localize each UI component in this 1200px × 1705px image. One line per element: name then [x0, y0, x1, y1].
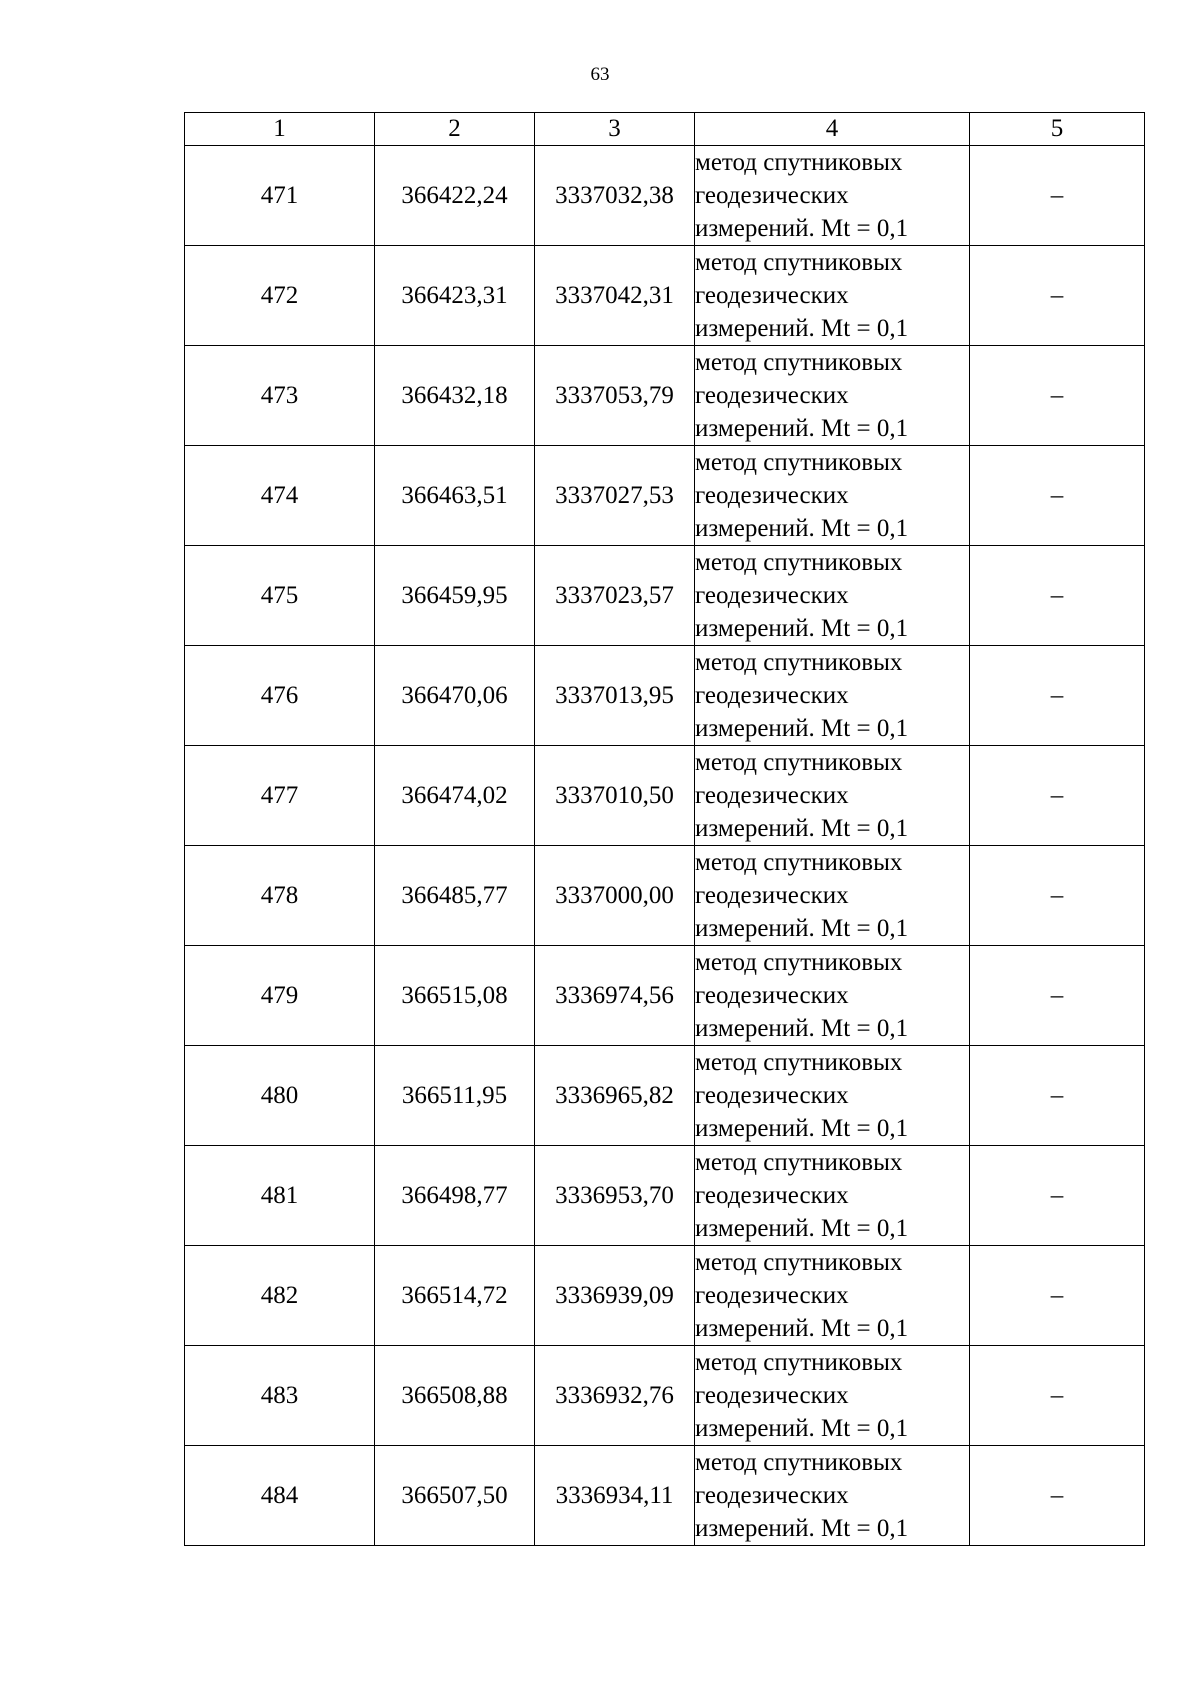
note-cell: – — [970, 1346, 1145, 1446]
table-row — [185, 246, 1145, 346]
y-coordinate-cell: 3336934,11 — [535, 1446, 695, 1546]
method-line: геодезических — [695, 1082, 849, 1109]
y-coordinate-cell: 3337023,57 — [535, 546, 695, 646]
method-line: метод спутниковых — [695, 1149, 903, 1176]
method-line: измерений. Mt = 0,1 — [695, 1515, 909, 1542]
note-cell: – — [970, 846, 1145, 946]
method-line: метод спутниковых — [695, 849, 903, 876]
note-cell: – — [970, 146, 1145, 246]
table-row — [185, 1146, 1145, 1246]
y-coordinate-cell: 3337013,95 — [535, 646, 695, 746]
y-coordinate-cell: 3336965,82 — [535, 1046, 695, 1146]
point-number-cell: 481 — [185, 1146, 375, 1246]
method-line: геодезических — [695, 482, 849, 509]
table-row — [185, 846, 1145, 946]
method-line: метод спутниковых — [695, 149, 903, 176]
note-cell: – — [970, 346, 1145, 446]
method-cell — [695, 1446, 970, 1546]
note-cell: – — [970, 646, 1145, 746]
table-header-row — [185, 113, 1145, 146]
table-row — [185, 646, 1145, 746]
method-cell — [695, 646, 970, 746]
column-header-5: 5 — [970, 113, 1145, 146]
method-cell — [695, 246, 970, 346]
method-line: метод спутниковых — [695, 1049, 903, 1076]
point-number-cell: 474 — [185, 446, 375, 546]
table-row — [185, 446, 1145, 546]
method-line: геодезических — [695, 182, 849, 209]
x-coordinate-cell: 366508,88 — [375, 1346, 535, 1446]
table-row — [185, 1346, 1145, 1446]
table-row — [185, 1046, 1145, 1146]
x-coordinate-cell: 366507,50 — [375, 1446, 535, 1546]
point-number-cell: 483 — [185, 1346, 375, 1446]
x-coordinate-cell: 366511,95 — [375, 1046, 535, 1146]
y-coordinate-cell: 3337053,79 — [535, 346, 695, 446]
method-line: измерений. Mt = 0,1 — [695, 1315, 909, 1342]
table-row — [185, 346, 1145, 446]
method-cell — [695, 146, 970, 246]
method-line: геодезических — [695, 582, 849, 609]
method-line: измерений. Mt = 0,1 — [695, 215, 909, 242]
method-line: геодезических — [695, 1182, 849, 1209]
method-cell — [695, 846, 970, 946]
note-cell: – — [970, 946, 1145, 1046]
method-line: метод спутниковых — [695, 649, 903, 676]
method-cell — [695, 546, 970, 646]
coordinates-table — [184, 112, 1145, 1546]
method-line: метод спутниковых — [695, 749, 903, 776]
column-header-2: 2 — [375, 113, 535, 146]
point-number-cell: 478 — [185, 846, 375, 946]
x-coordinate-cell: 366514,72 — [375, 1246, 535, 1346]
point-number-cell: 472 — [185, 246, 375, 346]
y-coordinate-cell: 3337010,50 — [535, 746, 695, 846]
note-cell: – — [970, 246, 1145, 346]
x-coordinate-cell: 366485,77 — [375, 846, 535, 946]
method-line: измерений. Mt = 0,1 — [695, 915, 909, 942]
y-coordinate-cell: 3336939,09 — [535, 1246, 695, 1346]
x-coordinate-cell: 366463,51 — [375, 446, 535, 546]
method-cell — [695, 346, 970, 446]
note-cell: – — [970, 1046, 1145, 1146]
point-number-cell: 477 — [185, 746, 375, 846]
method-line: геодезических — [695, 982, 849, 1009]
note-cell: – — [970, 746, 1145, 846]
method-line: метод спутниковых — [695, 449, 903, 476]
x-coordinate-cell: 366474,02 — [375, 746, 535, 846]
table-row — [185, 1246, 1145, 1346]
point-number-cell: 479 — [185, 946, 375, 1046]
table-row — [185, 1446, 1145, 1546]
method-line: геодезических — [695, 1382, 849, 1409]
y-coordinate-cell: 3336932,76 — [535, 1346, 695, 1446]
method-line: измерений. Mt = 0,1 — [695, 315, 909, 342]
method-line: измерений. Mt = 0,1 — [695, 1115, 909, 1142]
x-coordinate-cell: 366515,08 — [375, 946, 535, 1046]
method-line: измерений. Mt = 0,1 — [695, 815, 909, 842]
method-line: геодезических — [695, 282, 849, 309]
method-cell — [695, 746, 970, 846]
method-line: геодезических — [695, 782, 849, 809]
table-row — [185, 946, 1145, 1046]
method-line: метод спутниковых — [695, 549, 903, 576]
x-coordinate-cell: 366423,31 — [375, 246, 535, 346]
note-cell: – — [970, 1146, 1145, 1246]
y-coordinate-cell: 3337027,53 — [535, 446, 695, 546]
method-line: измерений. Mt = 0,1 — [695, 615, 909, 642]
point-number-cell: 471 — [185, 146, 375, 246]
method-line: метод спутниковых — [695, 1349, 903, 1376]
method-line: метод спутниковых — [695, 1449, 903, 1476]
method-cell — [695, 1146, 970, 1246]
point-number-cell: 473 — [185, 346, 375, 446]
column-header-4: 4 — [695, 113, 970, 146]
point-number-cell: 480 — [185, 1046, 375, 1146]
method-line: геодезических — [695, 882, 849, 909]
x-coordinate-cell: 366470,06 — [375, 646, 535, 746]
table-row — [185, 746, 1145, 846]
y-coordinate-cell: 3337000,00 — [535, 846, 695, 946]
method-line: геодезических — [695, 682, 849, 709]
x-coordinate-cell: 366432,18 — [375, 346, 535, 446]
method-cell — [695, 446, 970, 546]
method-line: измерений. Mt = 0,1 — [695, 1415, 909, 1442]
y-coordinate-cell: 3336953,70 — [535, 1146, 695, 1246]
method-line: метод спутниковых — [695, 1249, 903, 1276]
method-line: геодезических — [695, 382, 849, 409]
method-line: метод спутниковых — [695, 949, 903, 976]
table-row — [185, 546, 1145, 646]
y-coordinate-cell: 3336974,56 — [535, 946, 695, 1046]
table-row — [185, 146, 1145, 246]
x-coordinate-cell: 366422,24 — [375, 146, 535, 246]
note-cell: – — [970, 1446, 1145, 1546]
point-number-cell: 475 — [185, 546, 375, 646]
method-line: метод спутниковых — [695, 349, 903, 376]
table-body — [185, 146, 1145, 1546]
note-cell: – — [970, 1246, 1145, 1346]
method-cell — [695, 1046, 970, 1146]
y-coordinate-cell: 3337042,31 — [535, 246, 695, 346]
column-header-1: 1 — [185, 113, 375, 146]
note-cell: – — [970, 446, 1145, 546]
page-number: 63 — [590, 64, 610, 85]
point-number-cell: 476 — [185, 646, 375, 746]
method-line: измерений. Mt = 0,1 — [695, 1015, 909, 1042]
y-coordinate-cell: 3337032,38 — [535, 146, 695, 246]
x-coordinate-cell: 366459,95 — [375, 546, 535, 646]
method-line: метод спутниковых — [695, 249, 903, 276]
method-cell — [695, 946, 970, 1046]
column-header-3: 3 — [535, 113, 695, 146]
method-cell — [695, 1246, 970, 1346]
method-line: измерений. Mt = 0,1 — [695, 515, 909, 542]
x-coordinate-cell: 366498,77 — [375, 1146, 535, 1246]
method-line: измерений. Mt = 0,1 — [695, 1215, 909, 1242]
point-number-cell: 482 — [185, 1246, 375, 1346]
point-number-cell: 484 — [185, 1446, 375, 1546]
note-cell: – — [970, 546, 1145, 646]
method-line: геодезических — [695, 1282, 849, 1309]
method-line: геодезических — [695, 1482, 849, 1509]
method-line: измерений. Mt = 0,1 — [695, 415, 909, 442]
method-line: измерений. Mt = 0,1 — [695, 715, 909, 742]
method-cell — [695, 1346, 970, 1446]
